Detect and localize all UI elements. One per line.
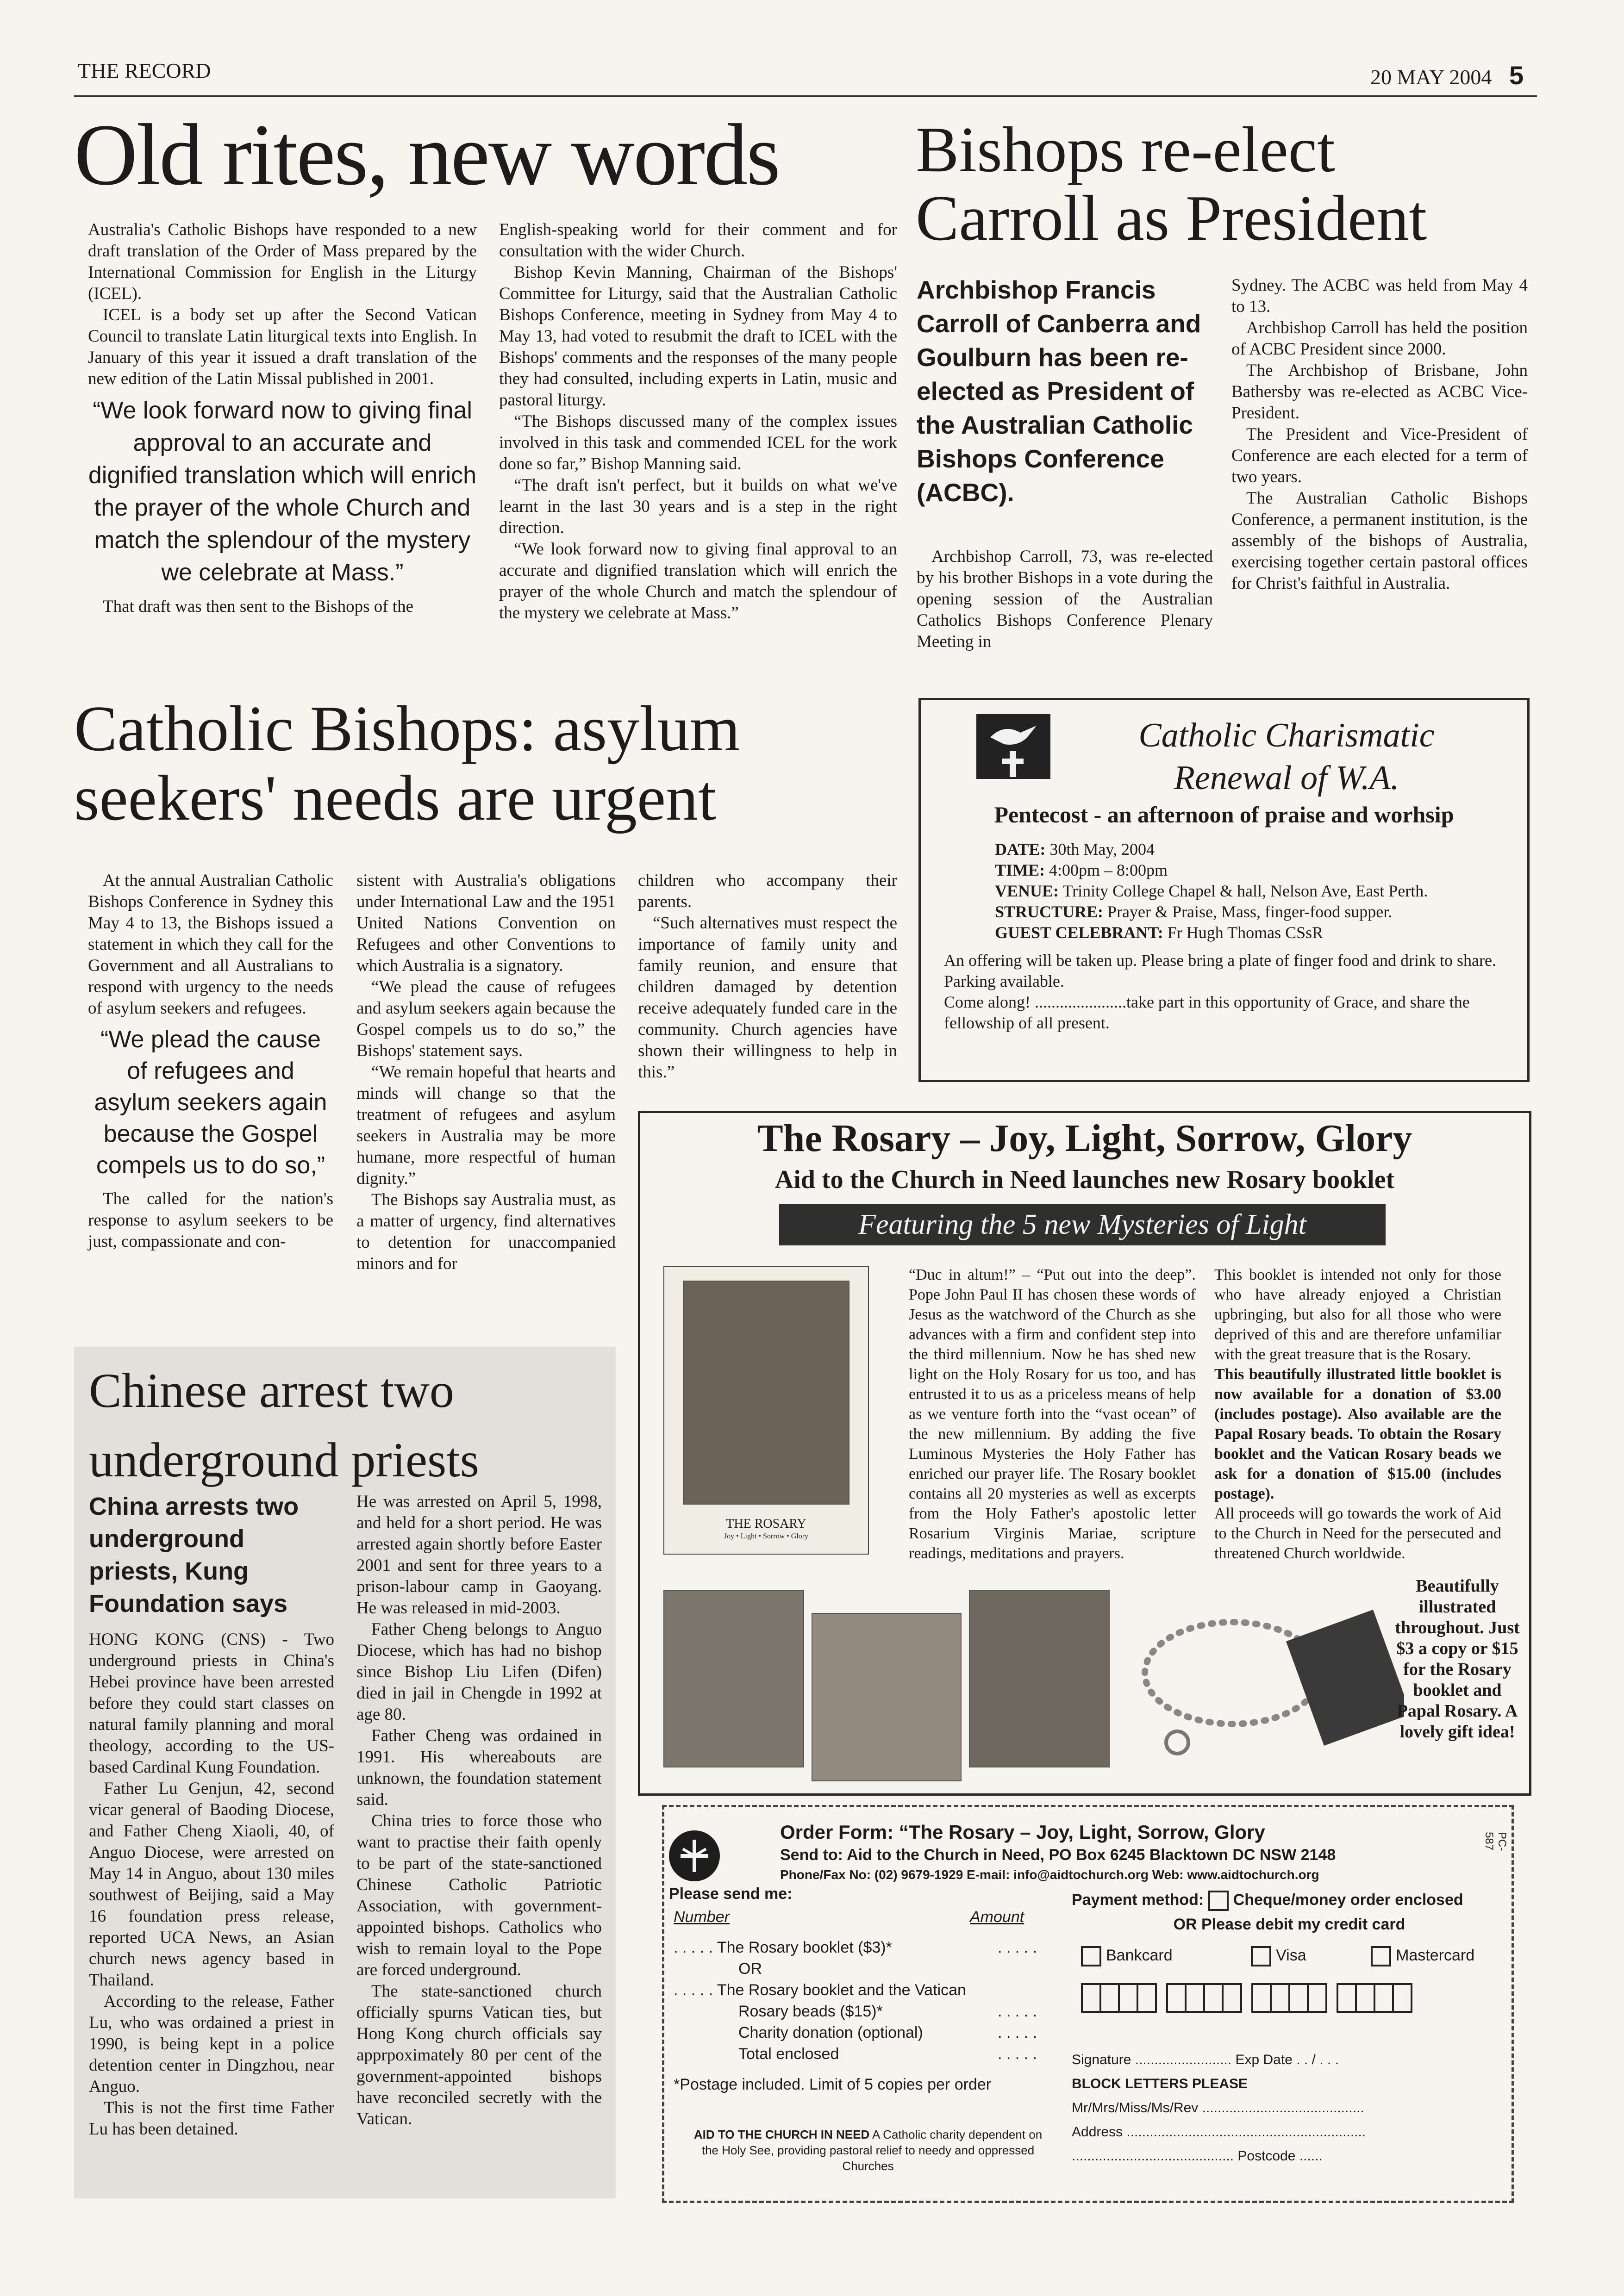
asylum-pullquote: “We plead the cause of refugees and asylum seekers again because the Gospel compels us to do so,” bbox=[94, 1026, 327, 1179]
rites-col1 bbox=[88, 219, 477, 617]
painting-image-3 bbox=[969, 1590, 1110, 1767]
rites-col2-p1: English-speaking world for their comment and for consultation with the wider Church. bbox=[499, 220, 897, 261]
carroll-lead: Archbishop Francis Carroll of Canberra and Goulburn has been re-elected as President of the Australian Catholic Bishops Conference (ACBC). bbox=[917, 275, 1201, 507]
rites-col1-end: That draft was then sent to the Bishops of the bbox=[103, 597, 414, 616]
chinese-col2-p1: He was arrested on April 5, 1998, and held for a short period. He was arrested again shortly before Easter 2001 and sent for three years to a prison-labour camp in Gaoyang. He was released in mid-2003. bbox=[356, 1492, 602, 1618]
chinese-col2-p3: Father Cheng was ordained in 1991. His whereabouts are unknown, the foundation statement said. bbox=[356, 1726, 602, 1809]
item2-amount-field[interactable]: . . . . . bbox=[998, 2003, 1037, 2020]
charismatic-row-celebrant: GUEST CELEBRANT: Fr Hugh Thomas CSsR bbox=[995, 923, 1324, 942]
order-title: Order Form: “The Rosary – Joy, Light, Sorrow, Glory bbox=[780, 1821, 1265, 1843]
or-credit-card: OR Please debit my credit card bbox=[1173, 1916, 1405, 1933]
cover-title: THE ROSARY bbox=[726, 1517, 806, 1531]
block-letters-label: BLOCK LETTERS PLEASE bbox=[1072, 2076, 1248, 2091]
rosary-headline: The Rosary – Joy, Light, Sorrow, Glory bbox=[757, 1117, 1412, 1160]
rosary-col2-p3: All proceeds will go towards the work of Aid to the Church in Need for the persecuted and threatened Church worldwide. bbox=[1214, 1505, 1501, 1562]
visa-label: Visa bbox=[1276, 1946, 1306, 1964]
chinese-col1-p4: This is not the first time Father Lu has been detained. bbox=[89, 2098, 334, 2139]
address-field[interactable]: Address .............................................................. bbox=[1072, 2124, 1366, 2140]
chinese-headline: Chinese arrest two underground priests bbox=[89, 1363, 479, 1487]
signature-block bbox=[1072, 2048, 1498, 2168]
acn-logo-icon bbox=[669, 1830, 720, 1881]
charismatic-notes bbox=[944, 950, 1509, 1033]
issue-date: 20 MAY 2004 bbox=[1370, 65, 1492, 89]
expiry-date-field[interactable]: Exp Date . . / . . . bbox=[1235, 2052, 1339, 2067]
charismatic-row-venue: VENUE: Trinity College Chapel & hall, Nelson Ave, East Perth. bbox=[995, 882, 1428, 900]
page-number: 5 bbox=[1509, 61, 1524, 90]
chinese-col2-p5: The state-sanctioned church officially spurns Vatican ties, but Hong Kong church officials say apprpoximately 80 per cent of the government-appointed bishops have reconciled secretly with the Vatican. bbox=[356, 1982, 602, 2128]
order-code: PC-587 bbox=[1483, 1832, 1508, 1851]
total-amount-field[interactable]: . . . . . bbox=[998, 2045, 1037, 2063]
charity-name: AID TO THE CHURCH IN NEED bbox=[693, 2128, 870, 2141]
asylum-col2-p2: “We plead the cause of refugees and asylum seekers again because the Gospel compels us to do so,” the Bishops' statement says. bbox=[356, 977, 616, 1060]
please-send-label: Please send me: bbox=[669, 1885, 793, 1903]
charismatic-details bbox=[995, 839, 1504, 943]
carroll-col1 bbox=[917, 546, 1213, 653]
order-items bbox=[674, 1906, 1058, 2095]
asylum-col2-p1: sistent with Australia's obligations under International Law and the 1951 United Nations Convention on Refugees and other Conventions to which Australia is a signatory. bbox=[356, 871, 616, 975]
total-label: Total enclosed bbox=[738, 2045, 839, 2063]
charismatic-ad bbox=[918, 698, 1530, 1082]
card-type-row bbox=[1081, 1946, 1507, 1966]
charismatic-note-1: An offering will be taken up. Please bring a plate of finger food and drink to share. Parking available. bbox=[944, 951, 1496, 990]
chinese-arrest-box bbox=[74, 1347, 616, 2198]
order-form bbox=[662, 1805, 1514, 2203]
card-number-field[interactable] bbox=[1081, 1983, 1507, 2016]
rites-col2-p2: Bishop Kevin Manning, Chairman of the Bishops' Committee for Liturgy, said that the Australian Catholic Bishops Conference, meeting in Sydney from May 4 to May 13, had voted to resubmit the draft to ICEL with the Bishops' comments and the responses of the many people they had consulted, including experts in Latin, music and pastoral liturgy. bbox=[499, 263, 897, 410]
bankcard-label: Bankcard bbox=[1106, 1946, 1173, 1964]
asylum-col3-p1: children who accompany their parents. bbox=[638, 871, 897, 911]
item2-label-a: The Rosary booklet and the Vatican bbox=[717, 1981, 966, 1999]
chinese-col2-p2: Father Cheng belongs to Anguo Diocese, which has had no bishop since Bishop Liu Lifen (Difen) died in jail in Chengde in 1992 at age 80. bbox=[356, 1620, 602, 1724]
cheque-checkbox[interactable] bbox=[1208, 1891, 1229, 1911]
payment-method-row bbox=[1072, 1891, 1507, 1911]
name-field[interactable]: Mr/Mrs/Miss/Ms/Rev .......................................... bbox=[1072, 2100, 1364, 2116]
item1-number-field[interactable]: . . . . . bbox=[674, 1939, 713, 1956]
carroll-col2-p1: Sydney. The ACBC was held from May 4 to 13. bbox=[1231, 276, 1528, 316]
item1-label: The Rosary booklet ($3)* bbox=[717, 1939, 892, 1956]
postcode-field[interactable]: .......................................... Postcode ...... bbox=[1072, 2148, 1323, 2164]
charity-note bbox=[692, 2127, 1044, 2174]
charity-description: A Catholic charity dependent on the Holy See, providing pastoral relief to needy and oppressed Churches bbox=[701, 2128, 1043, 2173]
asylum-col3 bbox=[638, 870, 897, 1083]
rosary-promo: Beautifully illustrated throughout. Just $3 a copy or $15 for the Rosary booklet and Papal Rosary. A lovely gift idea! bbox=[1395, 1576, 1520, 1742]
mastercard-checkbox[interactable] bbox=[1371, 1946, 1391, 1966]
rosary-booklet-cover bbox=[663, 1266, 869, 1555]
rites-col2-p5: “We look forward now to giving final approval to an accurate and dignified translation which will enrich the prayer of the whole Church and match the splendour of the mystery we celebrate at Mass.” bbox=[499, 540, 897, 622]
order-sendto: Send to: Aid to the Church in Need, PO Box 6245 Blacktown DC NSW 2148 bbox=[780, 1846, 1336, 1864]
rosary-ad bbox=[638, 1111, 1531, 1796]
asylum-headline: Catholic Bishops: asylum seekers' needs are urgent bbox=[74, 693, 740, 834]
asylum-col3-p2: “Such alternatives must respect the importance of family unity and family reunion, and ensure that children damaged by detention receive adequately funded care in the community. Church agencies have shown their willingness to help in this.” bbox=[638, 914, 897, 1082]
cheque-label: Cheque/money order enclosed bbox=[1233, 1891, 1463, 1909]
chinese-col2-p4: China tries to force those who want to practise their faith openly to be part of the state-sanctioned Chinese Catholic Patriotic Association, with government-appointed bishops. Catholics who wish to remain loyal to the Pope are forced underground. bbox=[356, 1811, 602, 1979]
asylum-col2-p3: “We remain hopeful that hearts and minds will change so that the treatment of refugees and asylum seekers in Australia may be more humane, more respectful of human dignity.” bbox=[356, 1063, 616, 1188]
carroll-col2-p5: The Australian Catholic Bishops Conference, a permanent institution, is the assembly of the bishops of Australia, exercising together certain pastoral offices for Christ's faithful in Australia. bbox=[1231, 489, 1528, 593]
rites-headline: Old rites, new words bbox=[74, 106, 780, 204]
carroll-col2-p2: Archbishop Carroll has held the position of ACBC President since 2000. bbox=[1231, 318, 1528, 359]
charismatic-title-2: Renewal of W.A. bbox=[1174, 759, 1399, 797]
rosary-beads-image bbox=[1126, 1594, 1404, 1775]
rites-col2-p4: “The draft isn't perfect, but it builds on what we've learnt in the last 30 years and is a step in the right direction. bbox=[499, 476, 897, 537]
chinese-col1 bbox=[89, 1629, 334, 2140]
rites-col2 bbox=[499, 219, 897, 624]
rosary-subhead: Aid to the Church in Need launches new Rosary booklet bbox=[775, 1165, 1395, 1194]
dove-cross-icon bbox=[976, 714, 1050, 779]
visa-checkbox[interactable] bbox=[1251, 1946, 1271, 1966]
painting-image-2 bbox=[812, 1613, 962, 1781]
signature-field[interactable]: Signature ......................... bbox=[1072, 2052, 1232, 2067]
rites-pullquote: “We look forward now to giving final approval to an accurate and dignified translation which will enrich the prayer of the whole Church and match the splendour of the mystery we celebrate at Mass.” bbox=[88, 397, 477, 586]
chinese-col1-p2: Father Lu Genjun, 42, second vicar general of Baoding Diocese, and Father Cheng Xiaoli, 40, of Anguo Diocese, were arrested on May 14 in Anguo, about 130 miles southwest of Beijing, said a May 16 foundation press release, reported UCA News, an Asian church news agency based in Thailand. bbox=[89, 1779, 334, 1990]
chinese-col1-p1: HONG KONG (CNS) - Two underground priests in China's Hebei province have been arrested before they could start classes on natural family planning and moral theology, according to the US-based Cardinal Kung Foundation. bbox=[89, 1630, 334, 1777]
rites-col1-p1: Australia's Catholic Bishops have responded to a new draft translation of the Order of Mass prepared by the International Commission for English in the Liturgy (ICEL). bbox=[88, 220, 477, 303]
charismatic-row-time: TIME: 4:00pm – 8:00pm bbox=[995, 861, 1168, 879]
asylum-col2-p4: The Bishops say Australia must, as a matter of urgency, find alternatives to detention for unaccompanied minors and for bbox=[356, 1190, 616, 1273]
painting-image-1 bbox=[663, 1590, 804, 1767]
rosary-col2 bbox=[1214, 1265, 1501, 1563]
asylum-col2 bbox=[356, 870, 616, 1275]
item1-amount-field[interactable]: . . . . . bbox=[998, 1939, 1037, 1956]
item2-number-field[interactable]: . . . . . bbox=[674, 1981, 713, 1999]
amount-column-header: Amount bbox=[970, 1908, 1024, 1926]
rosary-col1: “Duc in altum!” – “Put out into the deep”. Pope John Paul II has chosen these words of Jesus as the watchword of the Church as she advances with a firm and confident step into the third millennium. Now he has shed new light on the Holy Rosary for us too, and has entrusted it to us as a priceless means of help as we venture forth into the “vast ocean” of the new millennium. By adding the five Luminous Mysteries the Holy Father has enriched our prayer life. The Rosary booklet contains all 20 mysteries as well as excerpts from the Holy Father's apostolic letter Rosarium Virginis Mariae, scripture readings, meditations and prayers. bbox=[909, 1266, 1196, 1562]
number-column-header: Number bbox=[674, 1908, 730, 1926]
asylum-col1-end: The called for the nation's response to asylum seekers to be just, compassionate and con- bbox=[88, 1189, 333, 1251]
charismatic-row-date: DATE: 30th May, 2004 bbox=[995, 840, 1155, 859]
donation-label: Charity donation (optional) bbox=[738, 2024, 923, 2041]
rosary-col2-p1: This booklet is intended not only for those who have already enjoyed a Christian upbringing, but also for all those who were deprived of this and are therefore unfamiliar with the great treasure that is the Rosary. bbox=[1214, 1266, 1501, 1363]
donation-amount-field[interactable]: . . . . . bbox=[998, 2024, 1037, 2041]
rites-col2-p3: “The Bishops discussed many of the complex issues involved in this task and commended ICEL for the work done so far,” Bishop Manning said. bbox=[499, 412, 897, 473]
chinese-lead: China arrests two underground priests, Kung Foundation says bbox=[89, 1493, 299, 1618]
carroll-col2-p3: The Archbishop of Brisbane, John Bathersby was re-elected as ACBC Vice-President. bbox=[1231, 361, 1528, 423]
or-label: OR bbox=[738, 1960, 762, 1978]
charismatic-note-2: Come along! ......................take part in this opportunity of Grace, and share the fellowship of all present. bbox=[944, 993, 1470, 1032]
charismatic-row-structure: STRUCTURE: Prayer & Praise, Mass, finger-food supper. bbox=[995, 902, 1393, 921]
carroll-col1-p1: Archbishop Carroll, 73, was re-elected by his brother Bishops in a vote during the opening session of the Australian Catholics Bishops Conference Plenary Meeting in bbox=[917, 547, 1213, 651]
charismatic-title-1: Catholic Charismatic bbox=[1138, 716, 1435, 754]
carroll-col2-p4: The President and Vice-President of Conference are each elected for a term of two years. bbox=[1231, 425, 1528, 486]
madonna-image bbox=[683, 1281, 849, 1505]
chinese-col1-p3: According to the release, Father Lu, who was ordained a priest in 1990, is being kept in a police detention center in Dingzhou, near Anguo. bbox=[89, 1992, 334, 2096]
asylum-col1 bbox=[88, 870, 333, 1252]
carroll-col2 bbox=[1231, 275, 1528, 594]
payment-method-label: Payment method: bbox=[1072, 1891, 1204, 1909]
masthead-rule bbox=[74, 95, 1537, 97]
rites-col1-p2: ICEL is a body set up after the Second Vatican Council to translate Latin liturgical texts into English. In January of this year it issued a draft translation of the new edition of the Latin Missal published in 2001. bbox=[88, 305, 477, 388]
item2-label-b: Rosary beads ($15)* bbox=[738, 2003, 883, 2020]
postage-note: *Postage included. Limit of 5 copies per order bbox=[674, 2076, 992, 2093]
carroll-headline: Bishops re-elect Carroll as President bbox=[916, 114, 1427, 254]
mastercard-label: Mastercard bbox=[1396, 1946, 1475, 1964]
rosary-banner: Featuring the 5 new Mysteries of Light bbox=[779, 1204, 1386, 1245]
chinese-col2 bbox=[356, 1491, 602, 2130]
order-contact: Phone/Fax No: (02) 9679-1929 E-mail: info@aidtochurch.org Web: www.aidtochurch.org bbox=[780, 1867, 1319, 1882]
cover-subtitle: Joy • Light • Sorrow • Glory bbox=[724, 1532, 809, 1540]
asylum-col1-p1: At the annual Australian Catholic Bishops Conference in Sydney this May 4 to 13, the Bishops issued a statement in which they call for the Government and all Australians to respond with urgency to the needs of asylum seekers and refugees. bbox=[88, 871, 333, 1018]
charismatic-subtitle: Pentecost - an afternoon of praise and worhsip bbox=[994, 802, 1454, 828]
paper-name: THE RECORD bbox=[78, 59, 211, 82]
rosary-col2-p2: This beautifully illustrated little booklet is now available for a donation of $3.00 (includes postage). Also available are the Papal Rosary beads. To obtain the Rosary booklet and the Vatican Rosary beads we ask for a donation of $15.00 (includes postage). bbox=[1214, 1366, 1501, 1502]
bankcard-checkbox[interactable] bbox=[1081, 1946, 1101, 1966]
